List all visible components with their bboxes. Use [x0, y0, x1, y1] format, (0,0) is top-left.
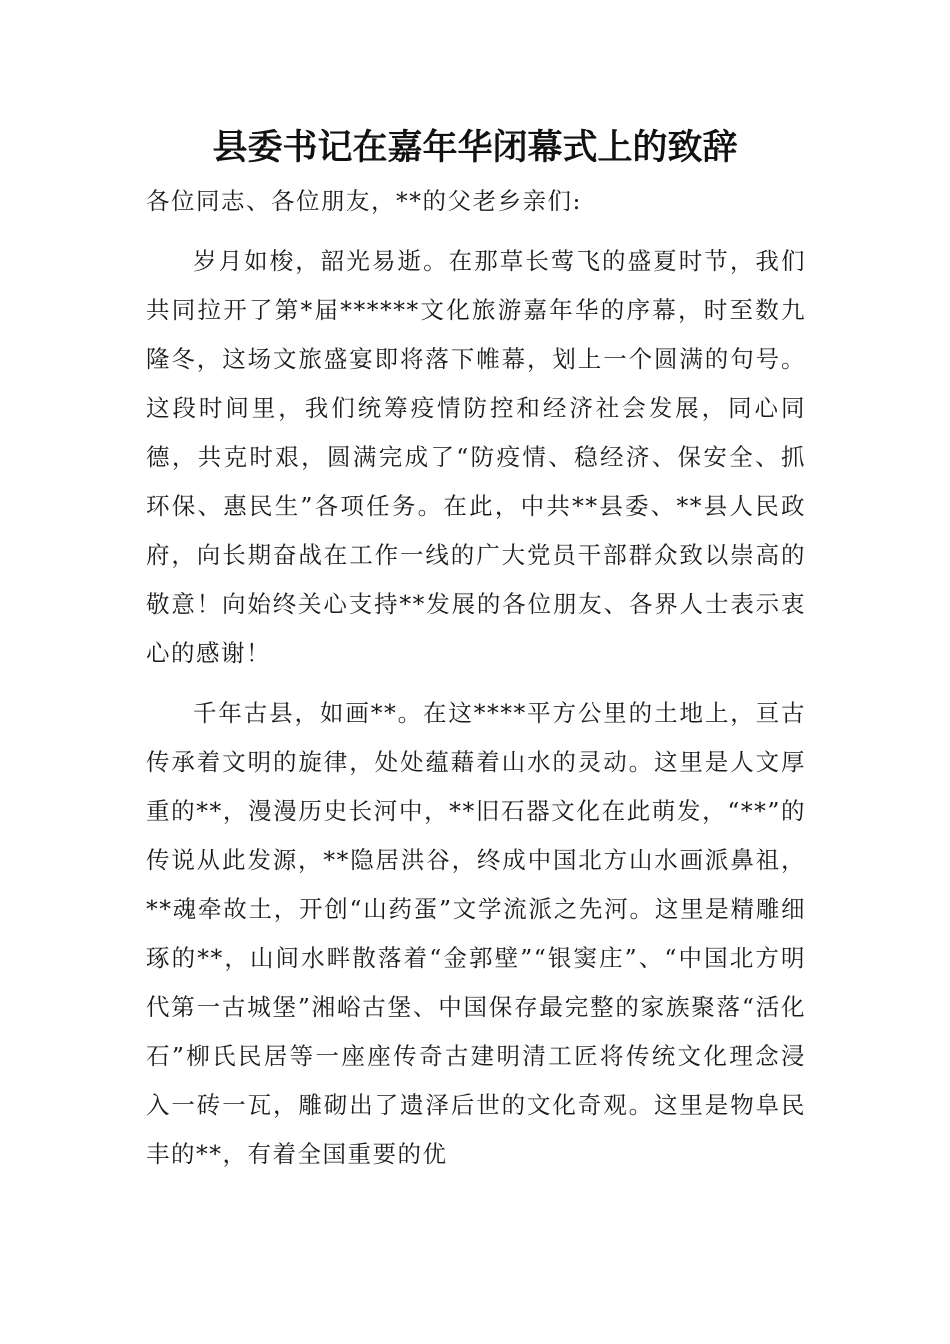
paragraph-1: 岁月如梭，韶光易逝。在那草长莺飞的盛夏时节，我们共同拉开了第*届******文化旅游嘉年华的序幕，时至数九隆冬，这场文旅盛宴即将落下帷幕，划上一个圆满的句号。这段时间里，我们统筹疫情防控和经济社会发展，同心同德，共克时艰，圆满完成了“防疫情、稳经济、保安全、抓环保、惠民生”各项任务。在此，中共**县委、**县人民政府，向长期奋战在工作一线的广大党员干部群众致以崇高的敬意！向始终关心支持**发展的各位朋友、各界人士表示衷心的感谢！ — [146, 247, 806, 667]
page-title: 县委书记在嘉年华闭幕式上的致辞 — [212, 127, 738, 168]
salutation: 各位同志、各位朋友，**的父老乡亲们: — [146, 187, 582, 215]
document-body — [146, 177, 806, 1179]
paragraph-2: 千年古县，如画**。在这****平方公里的土地上，亘古传承着文明的旋律，处处蕴藉着山水的灵动。这里是人文厚重的**，漫漫历史长河中，**旧石器文化在此萌发，“**”的传说从此发源，**隐居洪谷，终成中国北方山水画派鼻祖，**魂牵故土，开创“山药蛋”文学流派之先河。这里是精雕细琢的**，山间水畔散落着“金郭壁”“银窦庄”、“中国北方明代第一古城堡”湘峪古堡、中国保存最完整的家族聚落“活化石”柳氏民居等一座座传奇古建明清工匠将传统文化理念浸入一砖一瓦，雕砌出了遗泽后世的文化奇观。这里是物阜民丰的**，有着全国重要的优 — [146, 699, 806, 1168]
